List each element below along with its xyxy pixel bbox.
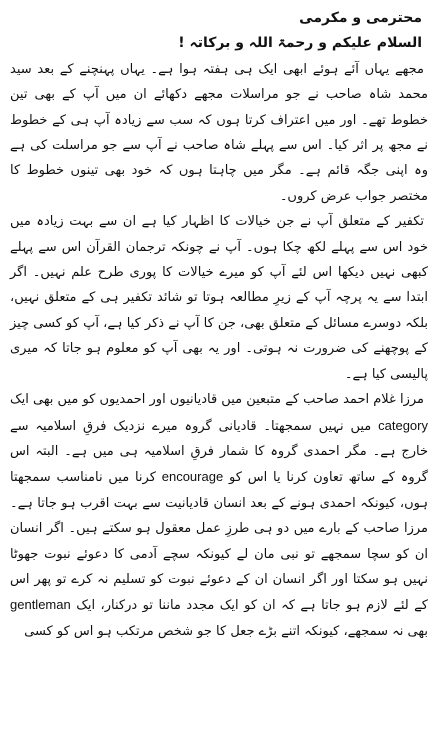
english-term-gentleman: gentleman <box>10 597 71 613</box>
paragraph-3-text-3: کرنا میں نامناسب سمجھتا ہوں، کیونکہ احمدی ہونے کے بعد انسان قادیانیت سے بہت اقرب ہو جاتا ہے۔ مرزا صاحب کے بارے میں دو ہی طرزِ عمل معقول ہو سکتے ہیں۔ اگر انسان ان کو سچا سمجھے تو نبی مان لے کیونکہ سچے آدمی کا دعوئے نبوت جھوٹا نہیں ہو سکتا اور اگر انسان ان کے دعوئے نبوت کو تسلیم نہ کرے تو پھر اس کے لئے لازم ہو جاتا ہے کہ ان کو ایک مجدد ماننا تو درکنار، ایک <box>10 470 428 614</box>
letter-paragraph-3 <box>10 387 428 644</box>
letter-paragraph-2: تکفیر کے متعلق آپ نے جن خیالات کا اظہار کیا ہے ان سے بہت زیادہ میں خود اس سے پہلے لکھ چکا ہوں۔ آپ نے چونکہ ترجمان القرآن اس سے پہلے کبھی نہیں دیکھا اس لئے آپ کو میرے خیالات کا پوری طرح علم نہیں۔ اگر ابتدا سے یہ پرچہ آپ کے زیرِ مطالعہ ہوتا تو شائد تکفیر ہی کے متعلق نہیں، بلکہ دوسرے مسائل کے متعلق بھی، جن کا آپ نے ذکر کیا ہے، آپ کو کسی چیز کے پوچھنے کی ضرورت نہ ہوتی۔ اور یہ بھی آپ کو معلوم ہو جاتا کہ میری پالیسی کیا ہے۔ <box>10 214 428 382</box>
english-term-encourage: encourage <box>161 469 224 485</box>
paragraph-3-text-4: بھی نہ سمجھے، کیونکہ اتنے بڑے جعل کا جو شخص مرتکب ہو اس کو کسی <box>24 623 428 639</box>
letter-paragraph-1: مجھے یہاں آئے ہوئے ابھی ایک ہی ہفتہ ہوا ہے۔ یہاں پہنچنے کے بعد سید محمد شاہ صاحب نے جو مراسلات مجھے دکھائے ان میں آپ کے بھی تین خطوط تھے۔ اور میں اعتراف کرتا ہوں کہ سب سے زیادہ آپ ہی کے خطوط نے مجھ پر اثر کیا۔ اس سے پہلے شاہ صاحب نے آپ سے جو مراسلت کی ہے وہ اپنی جگہ قائم ہے۔ مگر میں چاہتا ہوں کہ خود بھی تینوں خطوط کا مختصر جواب عرض کروں۔ <box>10 61 428 204</box>
letter-greeting: السلام علیکم و رحمۃ اللہ و برکاتہ ! <box>178 35 422 52</box>
paragraph-3-text-2: میں نہیں سمجھتا۔ قادیانی گروہ میرے نزدیک فرقِ اسلامیہ سے خارج ہے۔ مگر احمدی گروہ کا شمار فرقِ اسلامیہ ہی میں ہے۔ البتہ اس گروہ کے ساتھ تعاون کرنا یا اس کو <box>10 418 428 486</box>
paragraph-3-text-1: مرزا غلام احمد صاحب کے متبعین میں قادیانیوں اور احمدیوں کو میں بھی ایک <box>9 392 424 408</box>
english-term-category: category <box>378 417 428 433</box>
letter-salutation: محترمی و مکرمی <box>299 10 422 26</box>
